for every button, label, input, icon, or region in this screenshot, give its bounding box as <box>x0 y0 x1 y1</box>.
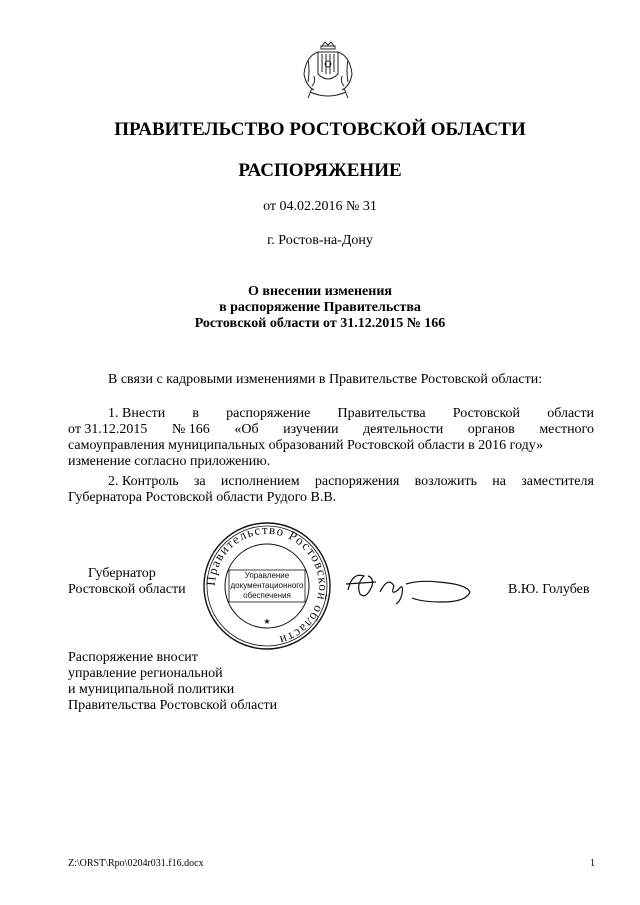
word: 1. Внести <box>108 406 166 421</box>
issuer-line-3: и муниципальной политики <box>68 682 235 697</box>
word: заместителя <box>521 474 594 489</box>
word: Ростовской <box>452 406 521 421</box>
word: местного <box>539 422 594 437</box>
organization-title: ПРАВИТЕЛЬСТВО РОСТОВСКОЙ ОБЛАСТИ <box>114 119 526 140</box>
document-type: РАСПОРЯЖЕНИЕ <box>238 160 402 181</box>
paragraph-1-line-3: самоуправления муниципальных образований Ростовской области в 2016 году» <box>68 438 544 453</box>
subject-line-2: в распоряжение Правительства <box>219 300 421 315</box>
stamp-ring-text: Правительство Ростовской области <box>202 521 332 649</box>
handwritten-signature <box>342 562 472 610</box>
stamp-center-line-2: документационного <box>230 581 304 590</box>
coat-of-arms-emblem <box>296 40 360 102</box>
word: распоряжения <box>314 474 400 489</box>
issuer-line-1: Распоряжение вносит <box>68 650 198 665</box>
word: органов <box>467 422 515 437</box>
word: в <box>192 406 199 421</box>
word: области <box>547 406 594 421</box>
stamp-center-line-1: Управление <box>244 571 290 580</box>
subject-line-3: Ростовской области от 31.12.2015 № 166 <box>194 316 446 331</box>
signatory-position-line-2: Ростовской области <box>68 582 186 597</box>
issuer-line-4: Правительства Ростовской области <box>68 698 278 713</box>
paragraph-2-line-2: Губернатора Ростовской области Рудого В.В. <box>68 490 337 505</box>
paragraph-1-line-4: изменение согласно приложению. <box>68 454 271 469</box>
word: на <box>492 474 506 489</box>
document-date-number: от 04.02.2016 № 31 <box>263 199 377 214</box>
footer-file-path: Z:\ORST\Rpo\0204r031.f16.docx <box>68 858 204 869</box>
stamp-center-line-3: обеспечения <box>243 591 291 600</box>
signatory-name: В.Ю. Голубев <box>508 582 590 597</box>
paragraph-1-line-2 <box>68 422 594 438</box>
official-stamp <box>201 520 333 652</box>
signatory-position-line-1: Губернатор <box>88 566 156 581</box>
word: распоряжение <box>226 406 311 421</box>
word: Правительства <box>337 406 426 421</box>
subject-line-1: О внесении изменения <box>248 284 392 299</box>
document-city: г. Ростов-на-Дону <box>267 233 373 248</box>
issuer-line-2: управление региональной <box>68 666 223 681</box>
word: возложить <box>414 474 477 489</box>
stamp-star-icon: ★ <box>263 617 271 626</box>
word: «Об <box>234 422 259 437</box>
paragraph-1-line-1 <box>108 406 594 422</box>
page-number: 1 <box>590 858 595 869</box>
word: № 166 <box>171 422 210 437</box>
paragraph-2-line-1 <box>108 474 594 490</box>
word: деятельности <box>363 422 444 437</box>
word: изучении <box>283 422 339 437</box>
word: за <box>193 474 206 489</box>
word: исполнением <box>220 474 300 489</box>
word: 2. Контроль <box>108 474 179 489</box>
word: от 31.12.2015 <box>68 422 148 437</box>
intro-paragraph: В связи с кадровыми изменениями в Правительстве Ростовской области: <box>108 372 543 387</box>
